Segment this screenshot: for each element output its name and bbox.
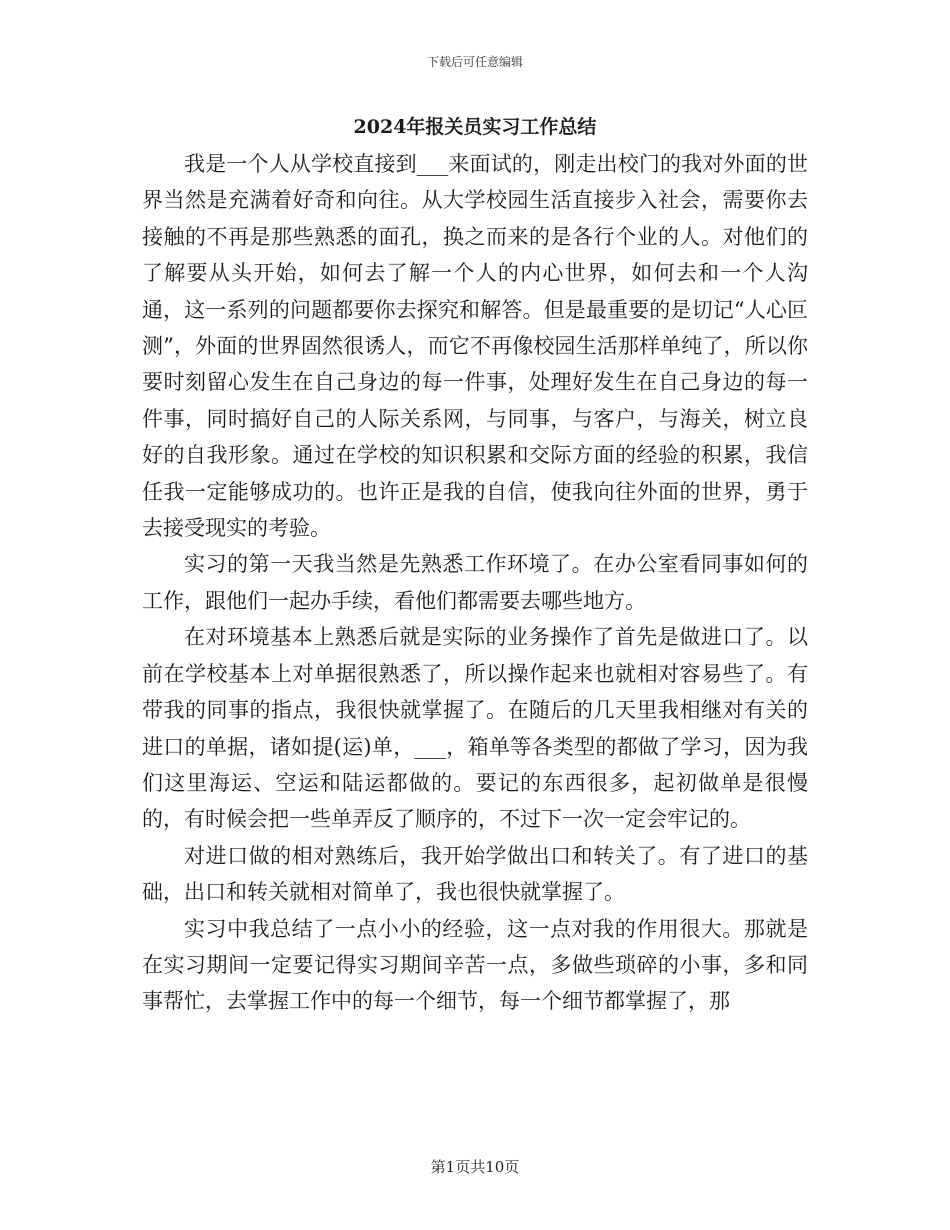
paragraph-3: 在对环境基本上熟悉后就是实际的业务操作了首先是做进口了。以前在学校基本上对单据很熟悉了，所以操作起来也就相对容易些了。有带我的同事的指点，我很快就掌握了。在随后的几天里我相继对有关的进口的单据，诸如提(运)单，___，箱单等各类型的都做了学习，因为我们这里海运、空运和陆运都做的。要记的东西很多，起初做单是很慢的，有时候会把一些单弄反了顺序的，不过下一次一定会牢记的。 — [142, 625, 808, 832]
document-title: 2024年报关员实习工作总结 — [353, 116, 597, 138]
document-body — [142, 146, 808, 1020]
paragraph-2: 实习的第一天我当然是先熟悉工作环境了。在办公室看同事如何的工作，跟他们一起办手续，看他们都需要去哪些地方。 — [142, 552, 808, 613]
paragraph-1: 我是一个人从学校直接到___来面试的，刚走出校门的我对外面的世界当然是充满着好奇和向往。从大学校园生活直接步入社会，需要你去接触的不再是那些熟悉的面孔，换之而来的是各行个业的人。对他们的了解要从头开始，如何去了解一个人的内心世界，如何去和一个人沟通，这一系列的问题都要你去探究和解答。但是最重要的是切记“人心叵测”，外面的世界固然很诱人，而它不再像校园生活那样单纯了，所以你要时刻留心发生在自己身边的每一件事，处理好发生在自己身边的每一件事，同时搞好自己的人际关系网，与同事，与客户，与海关，树立良好的自我形象。通过在学校的知识积累和交际方面的经验的积累，我信任我一定能够成功的。也许正是我的自信，使我向往外面的世界，勇于去接受现实的考验。 — [142, 152, 808, 541]
page-number-footer: 第1页共10页 — [430, 1158, 520, 1176]
paragraph-5: 实习中我总结了一点小小的经验，这一点对我的作用很大。那就是在实习期间一定要记得实习期间辛苦一点，多做些琐碎的小事，多和同事帮忙，去掌握工作中的每一个细节，每一个细节都掌握了，那 — [142, 916, 808, 1014]
paragraph-4: 对进口做的相对熟练后，我开始学做出口和转关了。有了进口的基础，出口和转关就相对简单了，我也很快就掌握了。 — [142, 843, 808, 905]
header-note: 下载后可任意编辑 — [426, 55, 523, 69]
